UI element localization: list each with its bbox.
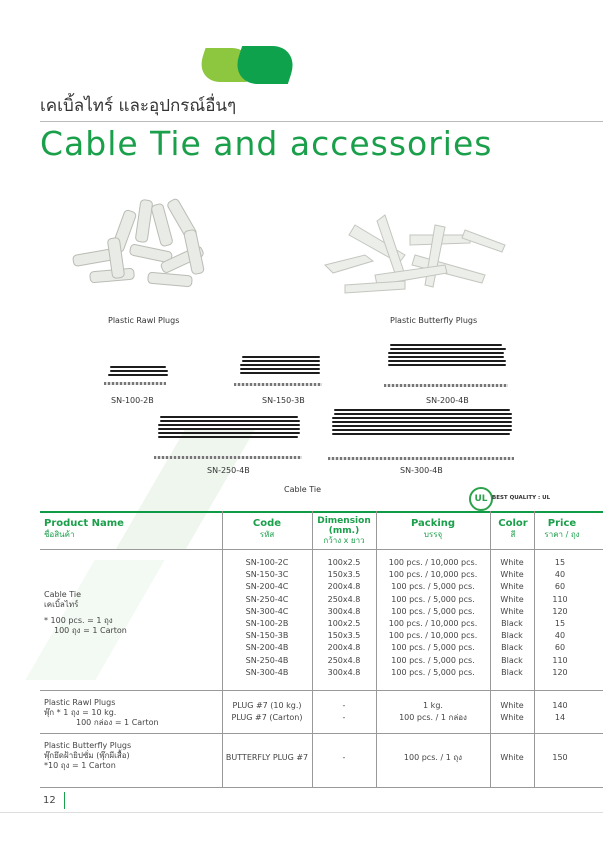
cable-tie-image-300 [328, 403, 516, 461]
col-header-code-en: Code [252, 518, 282, 529]
col-header-code [222, 518, 312, 540]
footer-rule [0, 812, 603, 813]
desc-line: พุ๊ก * 1 ถุง = 10 kg. [44, 708, 117, 717]
table-cell-dimension: - [342, 713, 346, 722]
desc-line: *10 ถุง = 1 Carton [44, 761, 116, 770]
table-cell-price: 15 [554, 619, 566, 628]
table-cell-packing: 100 pcs. / 5,000 pcs. [391, 582, 475, 592]
table-cell-color: Black [501, 643, 523, 653]
col-header-dimension-en: Dimension [317, 516, 371, 526]
table-cell-color: White [500, 558, 524, 567]
cable-tie-image-250 [154, 410, 304, 460]
table-cell-price: 120 [552, 606, 568, 616]
table-cell-code: SN-150-3B [245, 631, 289, 641]
table-cell-code: BUTTERFLY PLUG #7 [225, 753, 309, 762]
rawl-plugs-image [68, 190, 218, 308]
table-cell-dimension: 150x3.5 [327, 570, 361, 580]
desc-line: 100 ถุง = 1 Carton [54, 626, 127, 635]
group-separator [40, 733, 603, 734]
rawl-plugs-description [44, 698, 159, 728]
table-cell-price: 40 [554, 570, 566, 580]
table-cell-color: Black [501, 655, 523, 665]
cable-tie-caption-3: SN-200-4B [426, 396, 469, 405]
cable-tie-caption: Cable Tie [284, 485, 322, 494]
desc-line: พุ๊กยึดฝ้ายิปซั่ม (พุ๊กผีเสื้อ) [44, 751, 130, 760]
table-cell-price: 40 [554, 631, 566, 641]
table-cell-color: White [500, 594, 524, 604]
page-title-thai: เคเบิ้ลไทร์ และอุปกรณ์อื่นๆ [40, 96, 237, 116]
table-cell-packing: 100 pcs. / 5,000 pcs. [391, 643, 475, 653]
desc-line: 100 กล่อง = 1 Carton [76, 718, 159, 727]
table-top-rule [40, 511, 603, 513]
col-header-packing [378, 518, 488, 540]
cable-tie-caption-1: SN-100-2B [111, 396, 154, 405]
desc-line: เคเบิ้ลไทร์ [44, 600, 79, 609]
table-cell-packing: 100 pcs. / 5,000 pcs. [391, 606, 475, 616]
cable-tie-image-100 [104, 358, 174, 386]
table-cell-dimension: 200x4.8 [327, 643, 361, 653]
table-cell-packing: 100 pcs. / 10,000 pcs. [388, 558, 478, 567]
cable-tie-image-200 [384, 338, 510, 390]
table-cell-code: SN-300-4B [245, 667, 289, 677]
table-cell-color: White [500, 606, 524, 616]
header-separator [40, 549, 603, 550]
table-cell-price: 110 [552, 655, 568, 665]
table-cell-price: 15 [554, 558, 566, 567]
table-cell-price: 14 [554, 713, 566, 722]
table-cell-code: SN-200-4C [245, 582, 289, 592]
desc-line: Plastic Butterfly Plugs [44, 741, 132, 750]
table-cell-color: White [500, 713, 524, 722]
table-cell-packing: 100 pcs. / 5,000 pcs. [391, 667, 475, 677]
table-cell-code: SN-100-2B [245, 619, 289, 628]
col-header-price [536, 518, 588, 540]
col-header-dimension-unit: (mm.) [328, 526, 360, 536]
col-header-color-th: สี [510, 530, 516, 539]
table-cell-price: 110 [552, 594, 568, 604]
table-cell-dimension: - [342, 701, 346, 710]
cable-tie-image-150 [234, 350, 324, 388]
table-cell-color: White [500, 570, 524, 580]
table-cell-dimension: 300x4.8 [327, 606, 361, 616]
table-cell-color: White [500, 753, 524, 762]
desc-line: * 100 pcs. = 1 ถุง [44, 616, 113, 625]
header-divider [40, 121, 603, 122]
cable-tie-caption-4: SN-250-4B [207, 466, 250, 475]
table-cell-code: PLUG #7 (10 kg.) [232, 701, 302, 710]
col-header-product [44, 518, 124, 540]
page-title: Cable Tie and accessories [40, 124, 493, 163]
table-cell-packing: 100 pcs. / 5,000 pcs. [391, 594, 475, 604]
page-number: 12 [43, 795, 56, 806]
col-header-color [494, 518, 532, 540]
table-cell-dimension: 250x4.8 [327, 655, 361, 665]
table-cell-color: White [500, 582, 524, 592]
cable-tie-description [44, 590, 127, 636]
table-bottom-rule [40, 787, 603, 788]
table-cell-dimension: 150x3.5 [327, 631, 361, 641]
group-separator [40, 690, 603, 691]
table-cell-code: SN-300-4C [245, 606, 289, 616]
table-cell-dimension: 250x4.8 [327, 594, 361, 604]
table-cell-packing: 100 pcs. / 10,000 pcs. [388, 619, 478, 628]
table-cell-price: 140 [552, 701, 568, 710]
butterfly-plugs-image [315, 205, 515, 305]
table-cell-dimension: 100x2.5 [327, 558, 361, 567]
col-header-packing-th: บรรจุ [423, 530, 443, 539]
rawl-plugs-caption: Plastic Rawl Plugs [108, 316, 180, 325]
table-cell-code: SN-250-4B [245, 655, 289, 665]
ul-logo: UL [469, 487, 493, 511]
table-cell-color: Black [501, 667, 523, 677]
table-cell-color: Black [501, 619, 523, 628]
col-header-color-en: Color [498, 518, 528, 529]
table-cell-price: 120 [552, 667, 568, 677]
table-cell-color: White [500, 701, 524, 710]
table-cell-packing: 100 pcs. / 10,000 pcs. [388, 631, 478, 641]
desc-line: Plastic Rawl Plugs [44, 698, 116, 707]
col-header-product-en: Product Name [44, 518, 124, 529]
table-cell-code: PLUG #7 (Carton) [231, 713, 303, 722]
table-cell-packing: 100 pcs. / 1 กล่อง [399, 713, 467, 722]
rawl-plugs-illustration [68, 190, 218, 308]
table-cell-code: SN-150-3C [245, 570, 289, 580]
col-header-code-th: รหัส [259, 530, 275, 539]
butterfly-plugs-caption: Plastic Butterfly Plugs [390, 316, 478, 325]
col-header-dimension-th: กว้าง x ยาว [323, 536, 365, 545]
col-header-price-en: Price [547, 518, 577, 529]
cable-tie-caption-5: SN-300-4B [400, 466, 443, 475]
table-cell-price: 60 [554, 643, 566, 653]
col-header-product-th: ชื่อสินค้า [44, 530, 75, 539]
table-cell-code: SN-200-4B [245, 643, 289, 653]
table-cell-code: SN-250-4C [245, 594, 289, 604]
ul-certification-text: BEST QUALITY : UL [492, 495, 551, 501]
col-header-dimension [314, 516, 374, 546]
table-cell-color: Black [501, 631, 523, 641]
table-cell-packing: 100 pcs. / 1 ถุง [403, 753, 463, 762]
table-cell-dimension: 100x2.5 [327, 619, 361, 628]
butterfly-plugs-description [44, 741, 131, 771]
table-cell-dimension: - [342, 753, 346, 762]
butterfly-plugs-illustration [315, 205, 515, 305]
table-cell-dimension: 300x4.8 [327, 667, 361, 677]
desc-line: Cable Tie [44, 590, 82, 599]
table-cell-code: SN-100-2C [245, 558, 289, 567]
table-cell-packing: 100 pcs. / 10,000 pcs. [388, 570, 478, 580]
page-number-bar [64, 792, 65, 809]
col-header-price-th: ราคา / ถุง [544, 530, 580, 539]
cable-tie-caption-2: SN-150-3B [262, 396, 305, 405]
table-cell-price: 60 [554, 582, 566, 592]
table-cell-dimension: 200x4.8 [327, 582, 361, 592]
table-cell-price: 150 [552, 753, 568, 762]
table-cell-packing: 100 pcs. / 5,000 pcs. [391, 655, 475, 665]
col-header-packing-en: Packing [410, 518, 456, 529]
table-cell-packing: 1 kg. [423, 701, 443, 710]
